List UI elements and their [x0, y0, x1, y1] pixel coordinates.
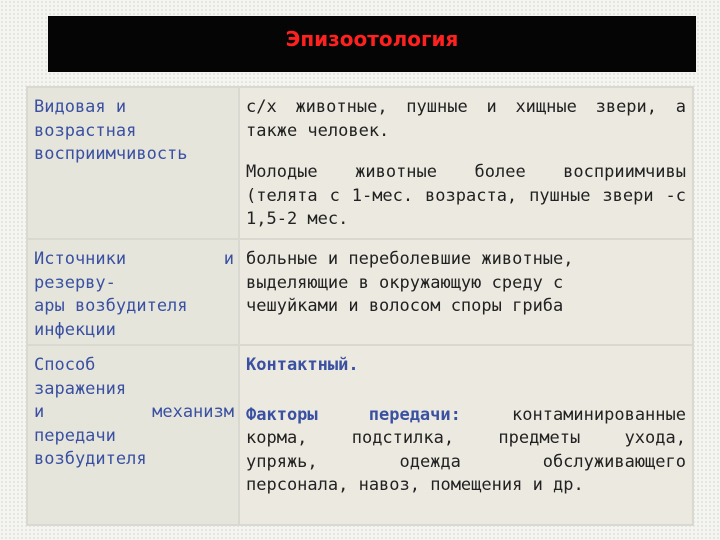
label-line: восприимчивость [34, 144, 188, 164]
table-row [27, 239, 693, 345]
table-row [27, 87, 693, 239]
slide-title: Эпизоотология [285, 27, 459, 51]
value-line: персонала, навоз, помещения и др. [246, 475, 584, 495]
label-line: Источники и [34, 249, 234, 269]
label-line: и механизм [34, 402, 234, 422]
label-line: возбудителя [34, 449, 147, 469]
contact-heading: Контактный. [246, 355, 359, 375]
label-line: Способ [34, 355, 96, 375]
label-line: передачи [34, 425, 116, 446]
row-value-susceptibility [239, 87, 693, 239]
row-label-sources [27, 239, 239, 345]
row-value-transmission [239, 345, 693, 525]
table-row [27, 345, 693, 525]
value-line: 1,5-2 мес. [246, 209, 349, 229]
value-line: упряжь, одежда обслуживающего [246, 451, 686, 472]
label-line: ары возбудителя [34, 296, 188, 316]
value-line: больные и переболевшие животные, [246, 249, 574, 269]
label-line: Видовая и [34, 97, 127, 117]
value-line: с/х животные, пушные и хищные звери, а [246, 97, 686, 117]
label-line: заражения [34, 378, 127, 399]
value-line: чешуйками и волосом споры гриба [246, 296, 564, 316]
factors-label: Факторы передачи: [246, 404, 461, 425]
factors-first-line [246, 404, 686, 428]
label-line: возрастная [34, 120, 137, 141]
row-value-sources [239, 239, 693, 345]
label-line: инфекции [34, 319, 116, 340]
value-line: также человек. [246, 120, 390, 141]
row-label-susceptibility [27, 87, 239, 239]
factors-first-line-rest: контаминированные [512, 404, 686, 425]
slide-title-bar [48, 16, 696, 72]
info-table [26, 86, 694, 526]
value-line: выделяющие в окружающую среду с [246, 272, 564, 293]
row-label-transmission [27, 345, 239, 525]
value-line: Молодые животные более восприимчивы [246, 162, 686, 182]
value-line: (телята с 1-мес. возраста, пушные звери -с [246, 185, 686, 206]
label-line: резерву- [34, 272, 116, 293]
value-line: корма, подстилка, предметы ухода, [246, 428, 686, 448]
